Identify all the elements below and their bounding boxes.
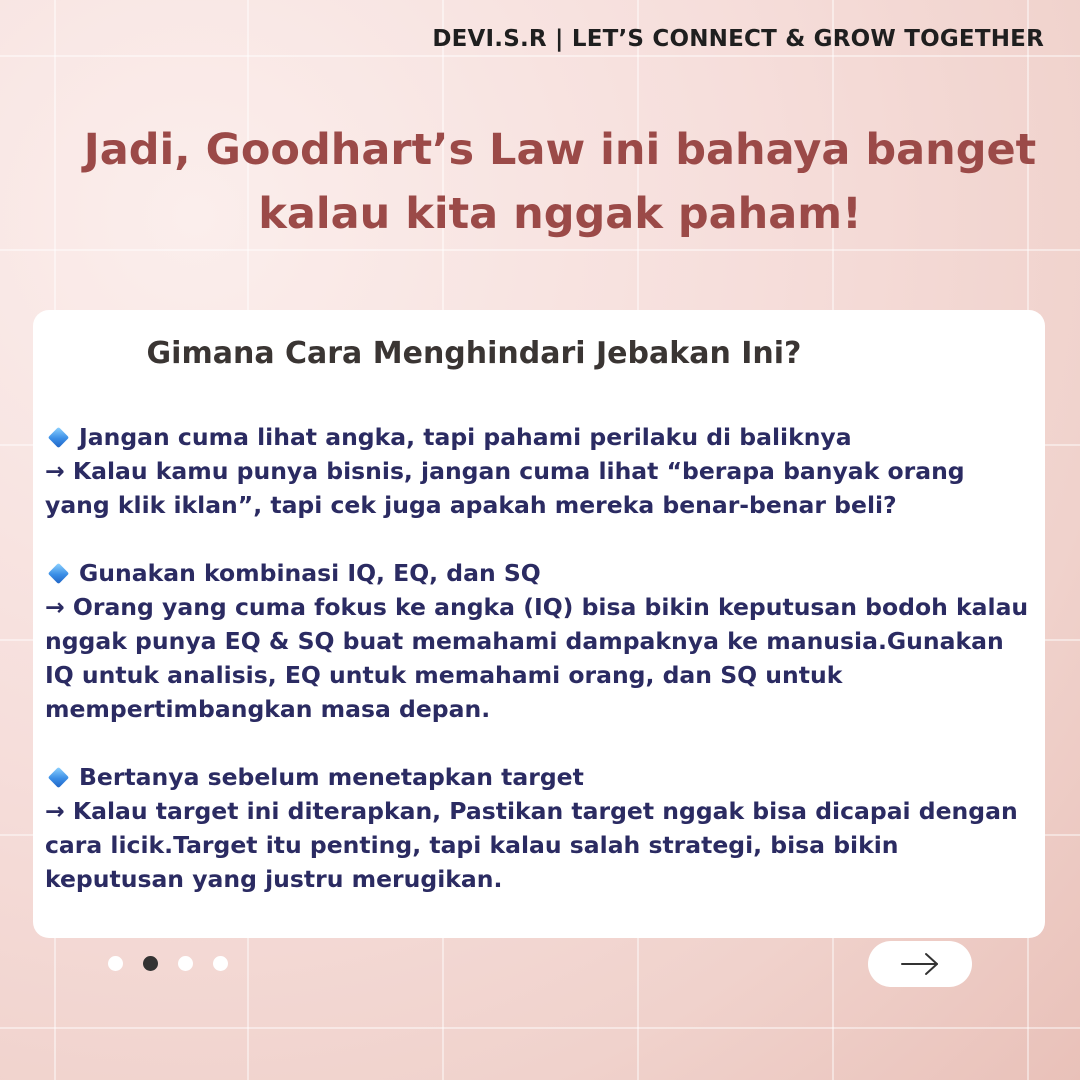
header-tagline: DEVI.S.R | LET’S CONNECT & GROW TOGETHER <box>432 26 1044 52</box>
pagination-dot-4[interactable] <box>213 956 228 971</box>
tip-title-row <box>45 420 1030 454</box>
tip-body: → Kalau kamu punya bisnis, jangan cuma lihat “berapa banyak orang yang klik iklan”, tapi cek juga apakah mereka benar-benar beli? <box>45 457 965 519</box>
tip-title: Bertanya sebelum menetapkan target <box>79 763 584 791</box>
tip-title: Jangan cuma lihat angka, tapi pahami perilaku di baliknya <box>79 423 852 451</box>
tip-item <box>45 420 1030 522</box>
diamond-icon <box>48 562 69 583</box>
tip-item <box>45 760 1030 896</box>
tips-list <box>45 420 1030 930</box>
tip-title: Gunakan kombinasi IQ, EQ, dan SQ <box>79 559 541 587</box>
page-title <box>40 118 1080 246</box>
diamond-icon <box>48 766 69 787</box>
tip-item <box>45 556 1030 726</box>
pagination-dot-1[interactable] <box>108 956 123 971</box>
diamond-icon <box>48 426 69 447</box>
title-line-1: Jadi, Goodhart’s Law ini bahaya banget <box>83 125 1037 175</box>
card-heading: Gimana Cara Menghindari Jebakan Ini? <box>146 336 802 371</box>
pagination-dot-2-active[interactable] <box>143 956 158 971</box>
tip-title-row <box>45 760 1030 794</box>
content-card <box>33 310 1045 938</box>
tip-body: → Orang yang cuma fokus ke angka (IQ) bisa bikin keputusan bodoh kalau nggak punya EQ & SQ buat memahami dampaknya ke manusia.Gunakan IQ untuk analisis, EQ untuk memahami orang, dan SQ untuk mempertimbangkan masa depan. <box>45 593 1029 723</box>
tip-body: → Kalau target ini diterapkan, Pastikan target nggak bisa dicapai dengan cara licik.Target itu penting, tapi kalau salah strategi, bisa bikin keputusan yang justru merugikan. <box>45 797 1018 893</box>
next-button[interactable] <box>868 941 972 987</box>
arrow-right-icon <box>899 952 941 976</box>
title-line-2: kalau kita nggak paham! <box>258 189 862 239</box>
pagination-dot-3[interactable] <box>178 956 193 971</box>
tip-title-row <box>45 556 1030 590</box>
pagination-dots <box>108 956 228 971</box>
